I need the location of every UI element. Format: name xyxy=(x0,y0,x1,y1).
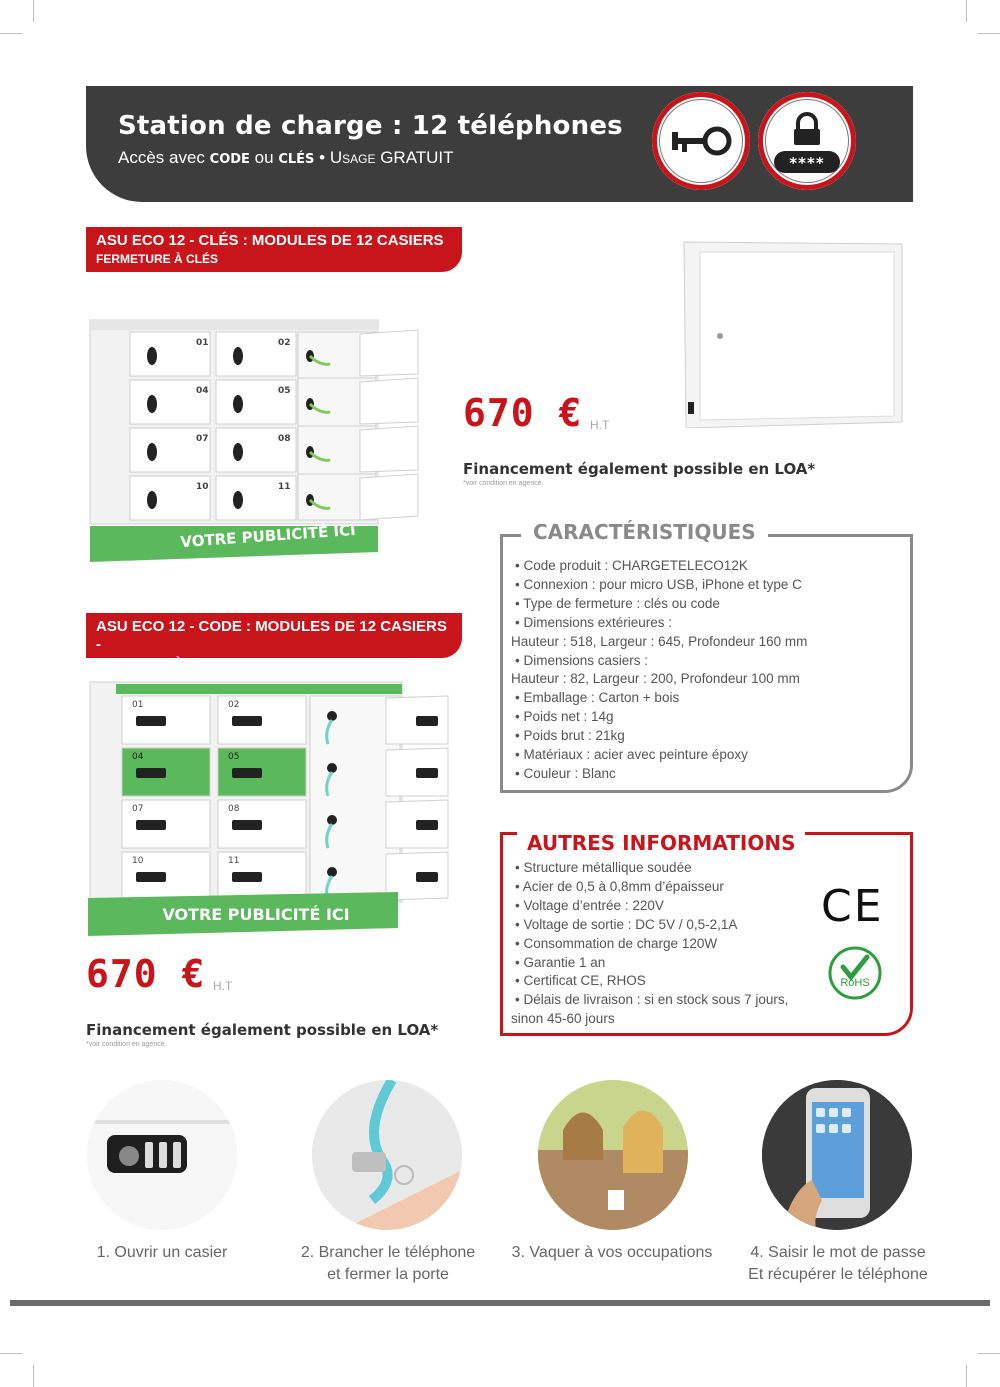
locker-number: 02 xyxy=(228,700,240,710)
code-lock-photo xyxy=(87,1080,237,1230)
page-header xyxy=(86,86,913,202)
list-item: • Code produit : CHARGETELECO12K xyxy=(513,557,807,576)
list-item: • Type de fermeture : clés ou code xyxy=(513,595,807,614)
locker-number: 01 xyxy=(132,700,144,710)
phone-hand-photo xyxy=(762,1080,912,1230)
locker-number: 07 xyxy=(132,804,144,814)
locker-number: 07 xyxy=(196,434,209,444)
ad-placeholder: VOTRE PUBLICITÉ ICI xyxy=(179,520,357,552)
locker-number: 04 xyxy=(196,386,209,396)
other-info-title: AUTRES INFORMATIONS xyxy=(517,831,805,855)
crop-mark xyxy=(33,0,34,22)
locker-number: 11 xyxy=(278,482,291,492)
list-item: sinon 45-60 jours xyxy=(511,1011,615,1027)
ce-mark: CE xyxy=(821,881,884,932)
other-info-list xyxy=(513,859,788,1029)
list-item: • Matériaux : acier avec peinture époxy xyxy=(513,746,807,765)
list-item: • Connexion : pour micro USB, iPhone et type C xyxy=(513,576,807,595)
crop-mark xyxy=(0,33,22,34)
list-item: • Couleur : Blanc xyxy=(513,765,807,784)
crop-mark xyxy=(0,1353,22,1354)
code-badge xyxy=(758,92,856,190)
list-item: • Poids brut : 21kg xyxy=(513,727,807,746)
product1-note: *voir condition en agence. xyxy=(463,480,544,487)
list-item: • Délais de livraison : si en stock sous 7 jours, xyxy=(513,991,788,1010)
product2-financing: Financement également possible en LOA* xyxy=(86,1021,439,1039)
product2-banner: ASU ECO 12 - CODE : MODULES DE 12 CASIERS - FERMETURE À CODES xyxy=(86,613,462,658)
step1-caption: 1. Ouvrir un casier xyxy=(96,1244,228,1261)
locker-number: 05 xyxy=(228,752,240,762)
list-item: • Emballage : Carton + bois xyxy=(513,689,807,708)
locker-number: 10 xyxy=(196,482,209,492)
locker-number: 08 xyxy=(278,434,291,444)
characteristics-box xyxy=(500,520,913,793)
step3-caption: 3. Vaquer à vos occupations xyxy=(511,1244,713,1261)
characteristics-list xyxy=(513,557,807,784)
footer-bar xyxy=(10,1300,990,1306)
locker-number: 01 xyxy=(196,338,209,348)
crop-mark xyxy=(966,0,967,22)
crop-mark xyxy=(978,1353,1000,1354)
code-stars: **** xyxy=(789,154,825,172)
charging-cable-photo xyxy=(312,1080,462,1230)
list-item: • Poids net : 14g xyxy=(513,708,807,727)
list-item: • Structure métallique soudée xyxy=(513,859,788,878)
key-badge xyxy=(652,92,750,190)
list-item: • Voltage de sortie : DC 5V / 0,5-2,1A xyxy=(513,916,788,935)
locker-number: 05 xyxy=(278,386,291,396)
page-subtitle: Accès avec CODE ou CLÉS • Usage GRATUIT xyxy=(118,148,454,167)
two-women-photo xyxy=(538,1080,688,1230)
ad-placeholder: VOTRE PUBLICITÉ ICI xyxy=(162,905,350,924)
product1-price: 670 € xyxy=(463,391,583,435)
key-icon xyxy=(652,92,750,190)
product2-note: *voir condition en agence. xyxy=(86,1041,167,1048)
list-item: • Consommation de charge 120W xyxy=(513,935,788,954)
rohs-label: RoHS xyxy=(840,977,870,989)
list-item: • Certificat CE, RHOS xyxy=(513,972,788,991)
list-item: • Voltage d’entrée : 220V xyxy=(513,897,788,916)
list-item: • Dimensions casiers : xyxy=(513,652,807,671)
locker-number: 10 xyxy=(132,856,144,866)
characteristics-title: CARACTÉRISTIQUES xyxy=(521,520,768,544)
list-item: • Garantie 1 an xyxy=(513,954,788,973)
locker-number: 11 xyxy=(228,856,240,866)
product2-price-suffix: H.T xyxy=(213,979,233,993)
step2-image xyxy=(312,1080,462,1230)
step2-caption: 2. Brancher le téléphone et fermer la porte xyxy=(300,1244,476,1283)
locker-number: 08 xyxy=(228,804,240,814)
list-item: • Dimensions extérieures : xyxy=(513,614,807,633)
product1-financing: Financement également possible en LOA* xyxy=(463,460,816,478)
locker-number: 04 xyxy=(132,752,144,762)
crop-mark xyxy=(33,1365,34,1387)
product1-price-suffix: H.T xyxy=(590,418,610,432)
step1-image xyxy=(87,1080,237,1230)
padlock-icon xyxy=(758,92,856,190)
step4-image xyxy=(762,1080,912,1230)
step4-caption: 4. Saisir le mot de passe Et récupérer le téléphone xyxy=(748,1244,928,1283)
other-info-box xyxy=(500,832,913,1036)
product2-locker-image xyxy=(86,680,456,944)
product1-banner: ASU ECO 12 - CLÉS : MODULES DE 12 CASIERS FERMETURE À CLÉS xyxy=(86,227,462,272)
list-item: • Acier de 0,5 à 0,8mm d’épaisseur xyxy=(513,878,788,897)
rohs-icon xyxy=(825,945,885,1001)
list-item: Hauteur : 518, Largeur : 645, Profondeur 160 mm xyxy=(511,633,808,649)
step3-image xyxy=(538,1080,688,1230)
product1-locker-image xyxy=(88,316,448,566)
locker-number: 02 xyxy=(278,338,291,348)
crop-mark xyxy=(978,33,1000,34)
closed-cabinet-image xyxy=(680,238,905,428)
page-title: Station de charge : 12 téléphones xyxy=(118,111,623,141)
crop-mark xyxy=(966,1365,967,1387)
list-item: Hauteur : 82, Largeur : 200, Profondeur 100 mm xyxy=(511,671,800,687)
product2-price: 670 € xyxy=(86,952,206,996)
